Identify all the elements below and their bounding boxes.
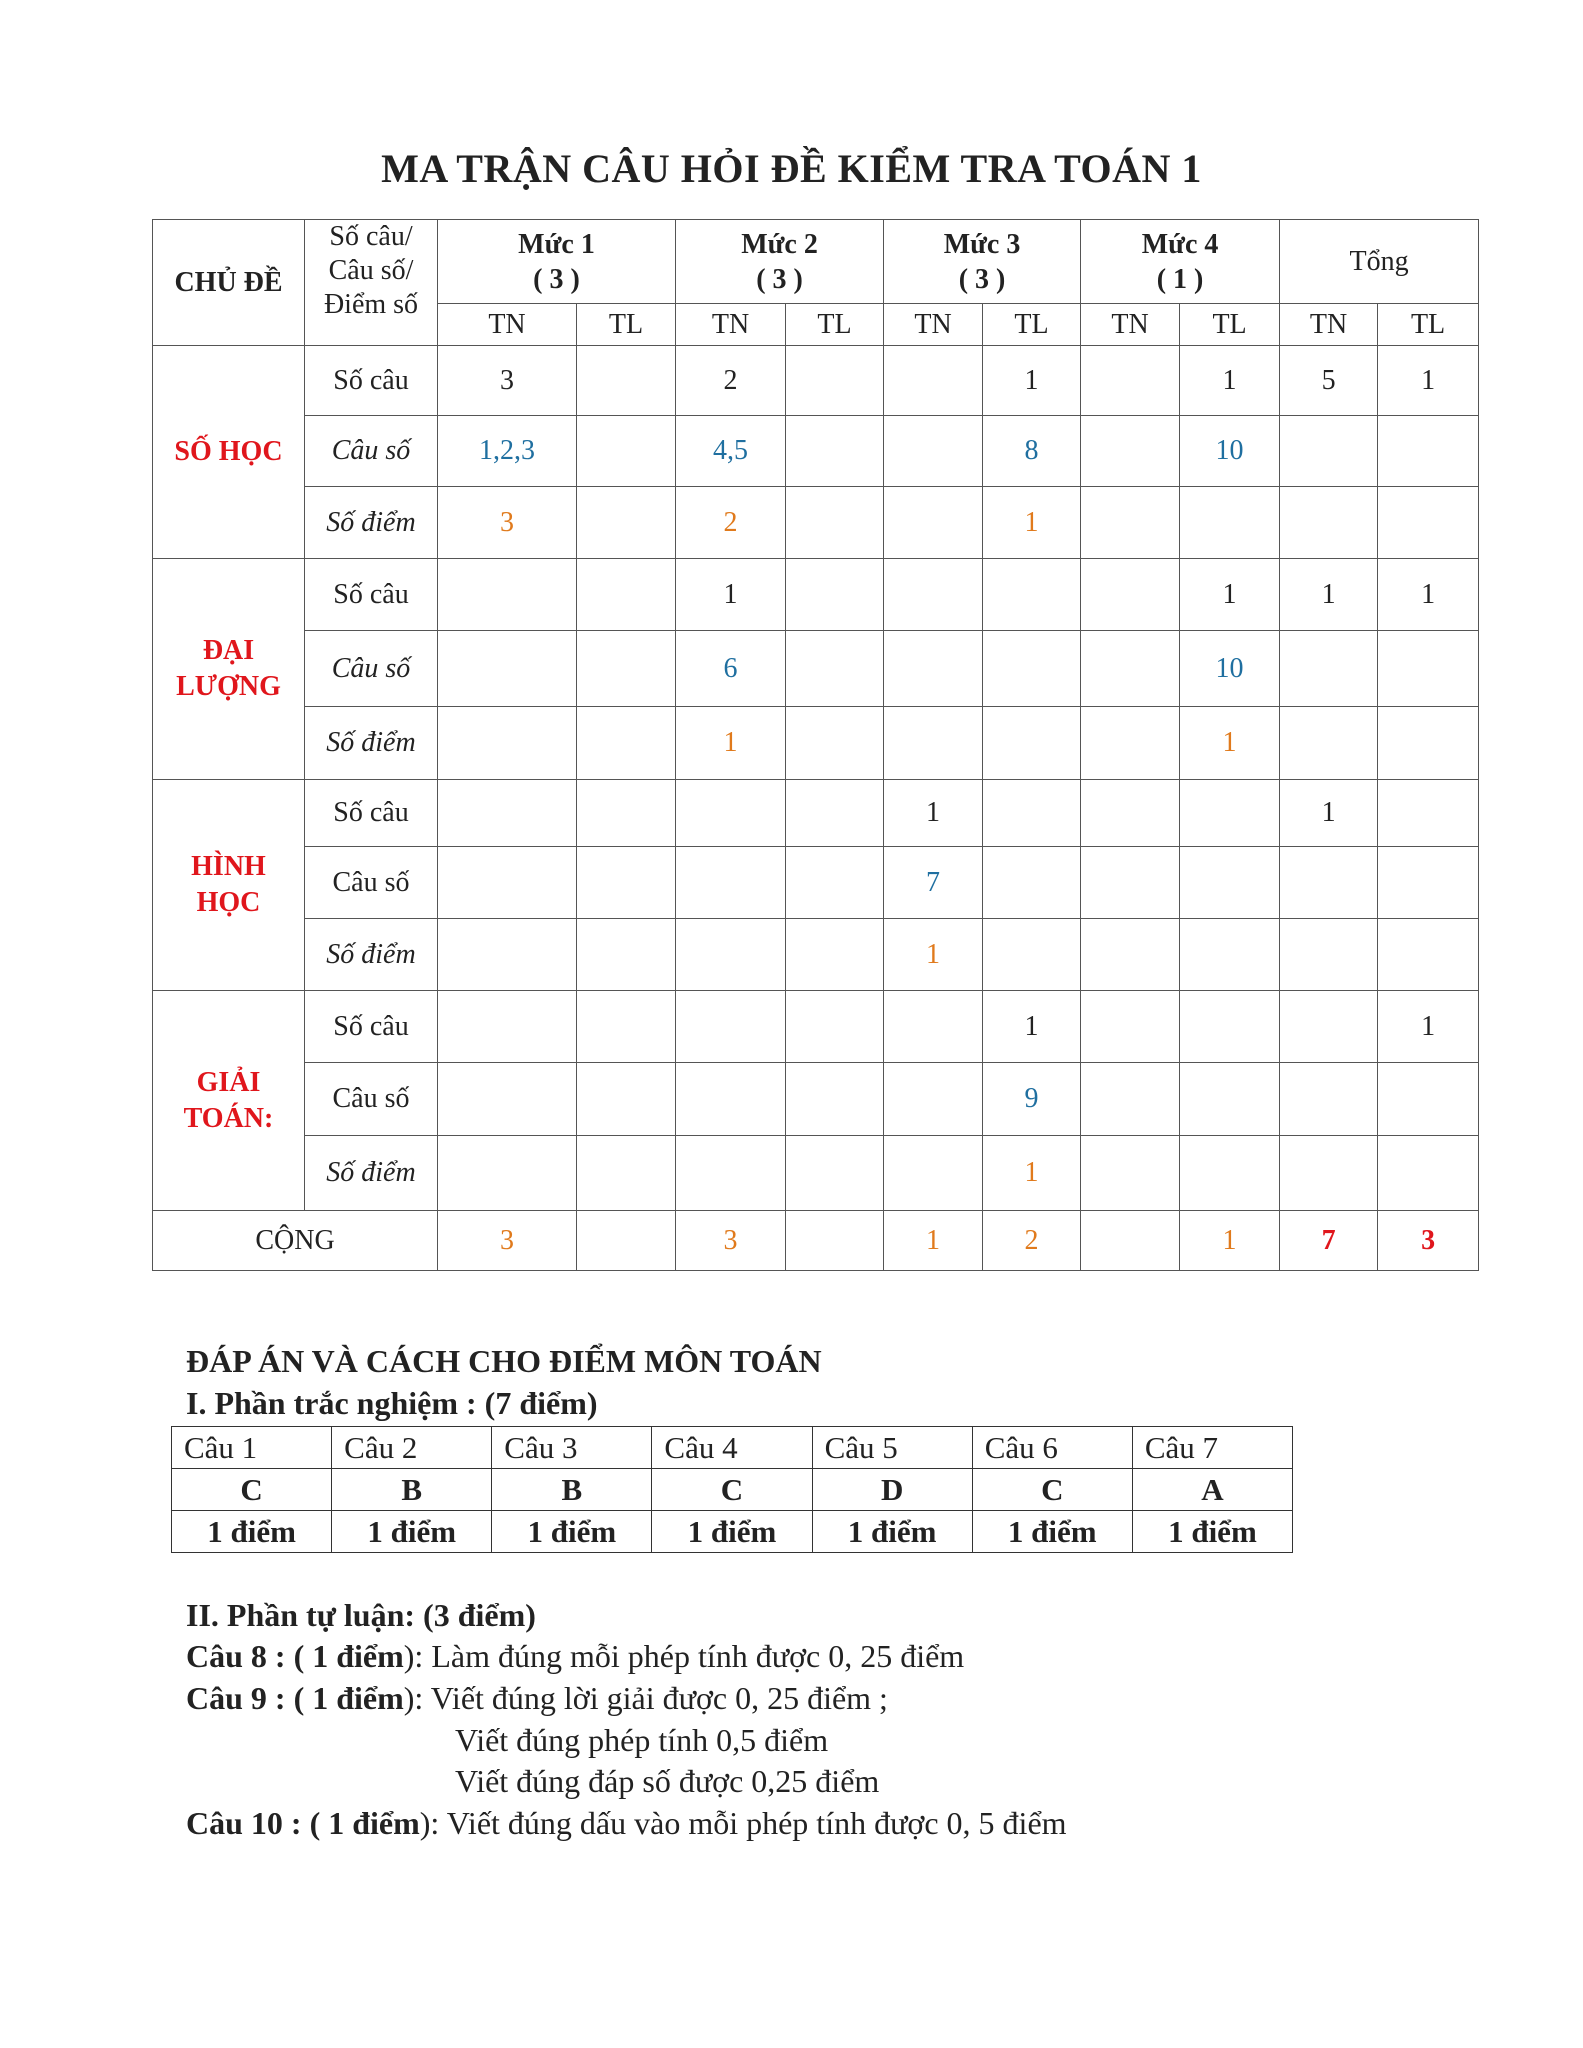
header-tn: TN [676,304,786,346]
matrix-cell [983,780,1081,847]
matrix-cell [438,1136,577,1211]
matrix-cell: 8 [983,416,1081,487]
matrix-cell [1081,416,1180,487]
page-title: MA TRẬN CÂU HỎI ĐỀ KIỂM TRA TOÁN 1 [381,146,1202,191]
essay-line [186,1680,888,1717]
matrix-cell: 2 [676,346,786,416]
answer-choice: C [172,1469,332,1511]
matrix-cell [438,631,577,707]
matrix-cell: 1 [983,1136,1081,1211]
essay-question-label: Câu 8 : ( 1 điểm [186,1638,404,1674]
matrix-cell [1280,707,1378,780]
matrix-cell [884,707,983,780]
matrix-cell [786,991,884,1063]
total-cell: 2 [983,1211,1081,1271]
header-meta-line: Câu số/ [328,255,414,286]
answer-choice: B [332,1469,492,1511]
matrix-cell [983,847,1081,919]
essay-text: Viết đúng phép tính 0,5 điểm [455,1722,829,1758]
answer-points: 1 điểm [972,1511,1132,1553]
answer-row [172,1469,1293,1511]
total-cell: 3 [438,1211,577,1271]
matrix-cell: 1 [884,780,983,847]
matrix-cell [1180,1063,1280,1136]
level-count: ( 3 ) [958,263,1006,295]
matrix-cell [1280,631,1378,707]
matrix-cell [1180,919,1280,991]
topic-name-line: HÌNH [191,851,266,882]
matrix-cell: 3 [438,487,577,559]
matrix-cell [884,346,983,416]
matrix-cell [577,1063,676,1136]
matrix-cell [884,991,983,1063]
level-name: Mức 2 [741,228,818,260]
row-label: Số điểm [305,1136,438,1211]
matrix-cell [786,847,884,919]
answer-key-table [171,1426,1293,1553]
header-topic: CHỦ ĐỀ [153,220,305,346]
matrix-cell [1180,1136,1280,1211]
essay-line [455,1722,828,1759]
answer-question: Câu 7 [1132,1427,1292,1469]
row-label: Số câu [305,346,438,416]
matrix-cell [676,780,786,847]
matrix-cell [676,919,786,991]
matrix-cell [438,559,577,631]
matrix-cell: 1 [983,991,1081,1063]
matrix-cell [786,487,884,559]
matrix-cell [786,1136,884,1211]
matrix-cell [1180,780,1280,847]
matrix-cell [676,1063,786,1136]
total-cell: 3 [676,1211,786,1271]
matrix-cell: 10 [1180,631,1280,707]
matrix-cell [1378,707,1479,780]
matrix-row [153,487,1479,559]
matrix-cell [1378,1063,1479,1136]
level-name: Mức 4 [1141,228,1219,260]
essay-question-label: Câu 10 : ( 1 điểm [186,1805,420,1841]
matrix-cell: 6 [676,631,786,707]
matrix-cell [1378,416,1479,487]
matrix-cell [786,780,884,847]
matrix-row [153,631,1479,707]
topic-name [153,346,305,559]
essay-text: ): Làm đúng mỗi phép tính được 0, 25 điểm [403,1638,965,1674]
matrix-cell [1180,487,1280,559]
matrix-row [153,416,1479,487]
matrix-cell: 1 [1280,559,1378,631]
header-meta-line: Điểm số [323,289,419,320]
matrix-cell: 1 [983,346,1081,416]
matrix-row [153,707,1479,780]
matrix-cell [577,707,676,780]
matrix-cell [786,346,884,416]
header-meta-line: Số câu/ [329,221,413,252]
matrix-cell [1378,631,1479,707]
essay-line [186,1805,1067,1842]
matrix-cell [577,780,676,847]
matrix-cell [577,919,676,991]
matrix-cell [577,487,676,559]
level-count: ( 3 ) [756,263,803,295]
matrix-cell [786,1063,884,1136]
header-sum: Tổng [1280,220,1479,304]
matrix-cell [786,416,884,487]
answer-question: Câu 4 [652,1427,812,1469]
level-name: Mức 3 [943,228,1021,260]
total-cell: 1 [1180,1211,1280,1271]
header-tl: TL [786,304,884,346]
topic-name [153,991,305,1211]
row-label: Số điểm [305,707,438,780]
matrix-cell [1280,1136,1378,1211]
matrix-cell [1378,487,1479,559]
matrix-cell: 1 [1180,707,1280,780]
matrix-cell [1081,847,1180,919]
topic-name-line: GIẢI [196,1066,261,1098]
matrix-cell [577,847,676,919]
header-meta [305,220,438,346]
matrix-cell [676,1136,786,1211]
header-tn: TN [1280,304,1378,346]
header-level [1081,220,1280,304]
part1-title: I. Phần trắc nghiệm : (7 điểm) [186,1385,598,1421]
header-tl: TL [577,304,676,346]
matrix-cell: 5 [1280,346,1378,416]
matrix-cell [577,346,676,416]
total-cell: 3 [1378,1211,1479,1271]
matrix-cell [1081,991,1180,1063]
matrix-row [153,346,1479,416]
header-tn: TN [438,304,577,346]
answer-points: 1 điểm [172,1511,332,1553]
answer-row [172,1427,1293,1469]
question-matrix-table [152,219,1479,1271]
total-cell [786,1211,884,1271]
matrix-cell [438,780,577,847]
row-label: Câu số [305,416,438,487]
essay-question-label: Câu 9 : ( 1 điểm [186,1680,404,1716]
matrix-cell [1081,780,1180,847]
matrix-cell [1180,847,1280,919]
matrix-cell [1081,559,1180,631]
row-label: Số điểm [305,487,438,559]
essay-text: ): Viết đúng dấu vào mỗi phép tính được 0, 5 điểm [419,1805,1067,1841]
level-count: ( 1 ) [1156,263,1204,295]
topic-name-line: ĐẠI [202,635,255,666]
answer-question: Câu 1 [172,1427,332,1469]
total-cell: 7 [1280,1211,1378,1271]
part2-title: II. Phần tự luận: (3 điểm) [186,1597,536,1633]
header-level [676,220,884,304]
matrix-cell [438,991,577,1063]
matrix-cell [983,559,1081,631]
total-cell [577,1211,676,1271]
matrix-row [153,847,1479,919]
matrix-cell [884,487,983,559]
matrix-cell [983,707,1081,780]
essay-line [186,1638,964,1675]
matrix-cell [884,416,983,487]
matrix-row [153,1063,1479,1136]
matrix-cell [786,919,884,991]
answer-choice: B [492,1469,652,1511]
matrix-cell [1280,919,1378,991]
topic-name-line: TOÁN: [183,1102,274,1134]
header-tl: TL [983,304,1081,346]
matrix-cell [884,559,983,631]
matrix-cell [786,707,884,780]
topic-name-line: LƯỢNG [176,671,281,702]
matrix-cell [438,1063,577,1136]
matrix-cell: 1 [1378,991,1479,1063]
answer-choice: C [652,1469,812,1511]
matrix-cell [577,1136,676,1211]
matrix-cell: 9 [983,1063,1081,1136]
answer-question: Câu 2 [332,1427,492,1469]
header-tl: TL [1180,304,1280,346]
essay-text: ): Viết đúng lời giải được 0, 25 điểm ; [403,1680,888,1716]
level-count: ( 3 ) [533,263,580,295]
row-label: Số điểm [305,919,438,991]
matrix-cell: 1 [884,919,983,991]
answer-row [172,1511,1293,1553]
matrix-cell [1378,919,1479,991]
header-level [884,220,1081,304]
matrix-cell: 1 [1378,559,1479,631]
matrix-cell [1280,991,1378,1063]
matrix-cell [676,991,786,1063]
matrix-cell [1180,991,1280,1063]
matrix-cell [786,559,884,631]
row-label: Số câu [305,559,438,631]
matrix-cell [884,631,983,707]
matrix-cell: 1 [1280,780,1378,847]
matrix-cell [1378,780,1479,847]
answer-choice: D [812,1469,972,1511]
matrix-cell [884,1063,983,1136]
matrix-cell: 1 [1180,346,1280,416]
answer-points: 1 điểm [812,1511,972,1553]
matrix-cell [676,847,786,919]
header-tn: TN [1081,304,1180,346]
matrix-cell [438,707,577,780]
matrix-row [153,991,1479,1063]
matrix-cell [1081,487,1180,559]
matrix-cell: 1 [1378,346,1479,416]
row-label: Câu số [305,1063,438,1136]
matrix-cell: 3 [438,346,577,416]
matrix-cell: 7 [884,847,983,919]
matrix-cell: 4,5 [676,416,786,487]
matrix-cell [1378,1136,1479,1211]
matrix-cell [577,991,676,1063]
header-tn: TN [884,304,983,346]
matrix-cell [1081,707,1180,780]
matrix-row [153,559,1479,631]
topic-name [153,780,305,991]
matrix-cell [1081,1136,1180,1211]
matrix-cell [983,631,1081,707]
matrix-cell: 1 [676,559,786,631]
matrix-cell [1280,1063,1378,1136]
row-label: Số câu [305,991,438,1063]
answer-question: Câu 3 [492,1427,652,1469]
matrix-cell: 1 [983,487,1081,559]
row-label: Câu số [305,631,438,707]
answers-section-title: ĐÁP ÁN VÀ CÁCH CHO ĐIỂM MÔN TOÁN [186,1343,822,1379]
matrix-cell [1280,847,1378,919]
total-cell: 1 [884,1211,983,1271]
matrix-cell [983,919,1081,991]
matrix-cell [438,847,577,919]
matrix-row [153,919,1479,991]
matrix-cell [1280,487,1378,559]
matrix-cell: 1,2,3 [438,416,577,487]
total-label: CỘNG [153,1211,438,1271]
matrix-cell: 10 [1180,416,1280,487]
header-level [438,220,676,304]
row-label: Câu số [305,847,438,919]
row-label: Số câu [305,780,438,847]
matrix-cell: 2 [676,487,786,559]
matrix-cell: 1 [1180,559,1280,631]
matrix-cell [786,631,884,707]
answer-points: 1 điểm [652,1511,812,1553]
answer-points: 1 điểm [332,1511,492,1553]
total-cell [1081,1211,1180,1271]
topic-name [153,559,305,780]
answer-choice: A [1132,1469,1292,1511]
topic-name-line: HỌC [196,887,261,918]
level-name: Mức 1 [518,228,595,260]
matrix-cell [438,919,577,991]
matrix-cell [1378,847,1479,919]
matrix-row [153,780,1479,847]
topic-name-line: SỐ HỌC [174,436,283,467]
matrix-cell: 1 [676,707,786,780]
answer-points: 1 điểm [1132,1511,1292,1553]
matrix-cell [1081,1063,1180,1136]
answer-question: Câu 6 [972,1427,1132,1469]
essay-line [455,1763,879,1800]
header-tl: TL [1378,304,1479,346]
matrix-cell [1081,919,1180,991]
matrix-row [153,1136,1479,1211]
matrix-cell [1081,631,1180,707]
answer-question: Câu 5 [812,1427,972,1469]
matrix-cell [577,559,676,631]
matrix-cell [1280,416,1378,487]
matrix-cell [577,416,676,487]
matrix-cell [577,631,676,707]
matrix-cell [1081,346,1180,416]
matrix-cell [884,1136,983,1211]
essay-text: Viết đúng đáp số được 0,25 điểm [455,1763,880,1799]
answer-choice: C [972,1469,1132,1511]
answer-points: 1 điểm [492,1511,652,1553]
